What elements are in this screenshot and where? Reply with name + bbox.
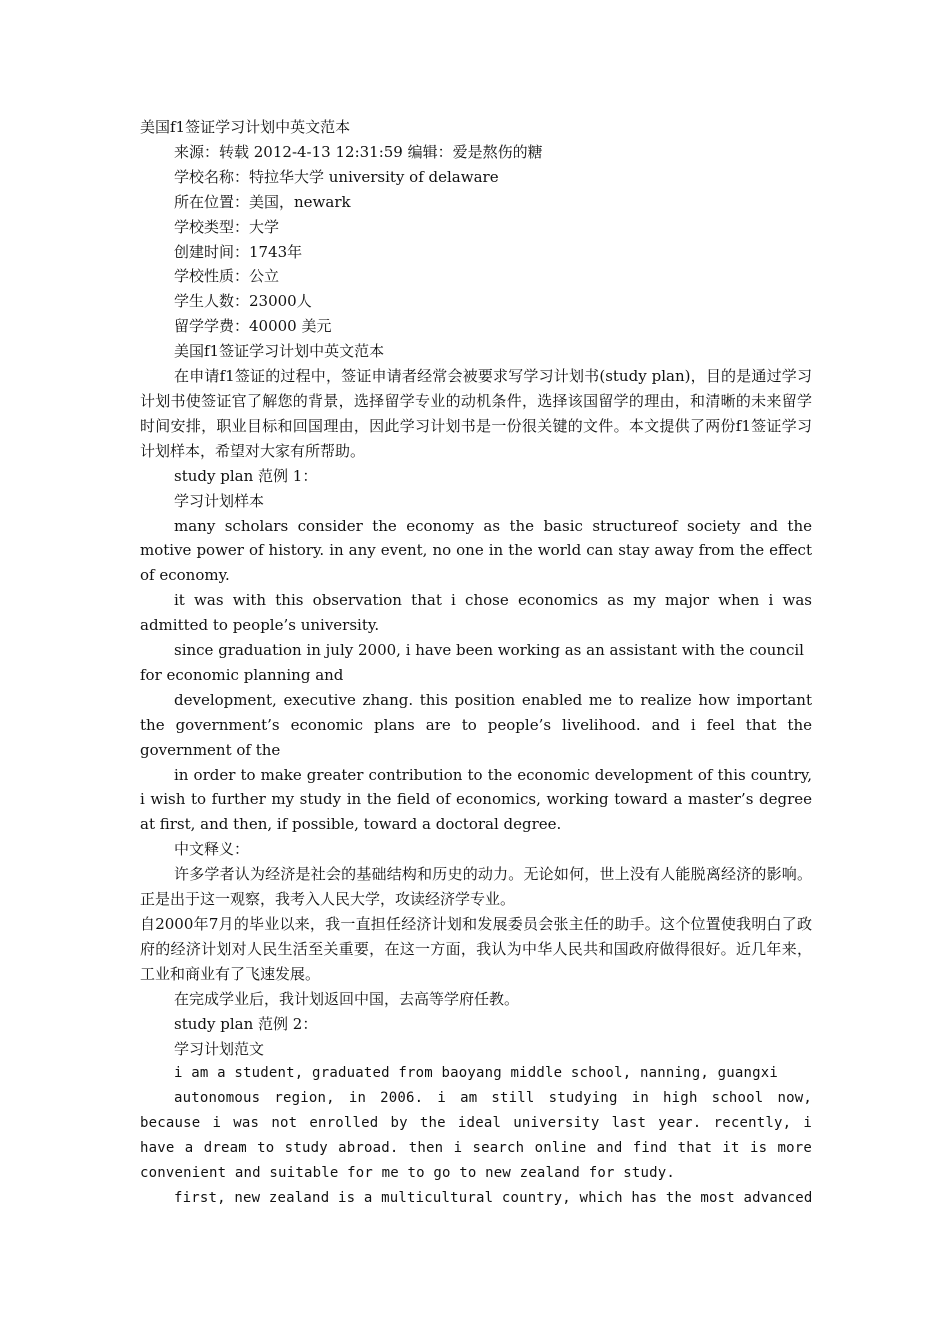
example1-paragraph: many scholars consider the economy as the basic structureof society and the motive power of history. in any event, no one in the world can stay away from the effect of economy. [140,516,812,585]
example2-paragraph: first, new zealand is a multicultural country, which has the most advanced [174,1189,813,1206]
chinese-paragraph: 自2000年7月的毕业以来，我一直担任经济计划和发展委员会张主任的助手。这个位置使我明白了政府的经济计划对人民生活至关重要，在这一方面，我认为中华人民共和国政府做得很好。近几年来，工业和商业有了飞速发展。 [140,915,812,983]
example1-paragraph: in order to make greater contribution to the economic development of this country, i wish to further my study in the field of economics, working toward a master’s degree at first, and then, if possible, toward a doctoral degree. [140,765,812,834]
example2-paragraph: autonomous region, in 2006. i am still studying in high school now, because i was not enrolled by the ideal university last year. recently, i have a dream to study abroad. then i search online and find that it is more convenient and suitable for me to go to new zealand for study. [140,1090,812,1182]
example2-subheading: 学习计划范文 [174,1039,265,1058]
tuition: 留学学费：40000 美元 [174,317,332,336]
example1-heading: study plan 范例 1： [174,466,318,485]
school-name: 学校名称：特拉华大学 university of delaware [174,167,499,186]
chinese-translation-heading: 中文释义： [174,840,250,859]
example2-paragraph: i am a student, graduated from baoyang middle school, nanning, guangxi [174,1065,779,1082]
source-meta: 来源：转载 2012-4-13 12:31:59 编辑：爱是熬伤的糖 [174,142,543,161]
school-founded: 创建时间：1743年 [174,242,303,261]
school-nature: 学校性质：公立 [174,267,280,286]
example1-subheading: 学习计划样本 [174,491,265,510]
example2-heading: study plan 范例 2： [174,1014,318,1033]
example1-paragraph: development, executive zhang. this position enabled me to realize how important the government’s economic plans are to people’s livelihood. and i feel that the government of the [140,690,812,759]
chinese-paragraph: 在完成学业后，我计划返回中国，去高等学府任教。 [174,989,520,1008]
chinese-paragraph: 许多学者认为经济是社会的基础结构和历史的动力。无论如何，世上没有人能脱离经济的影响。正是出于这一观察，我考入人民大学，攻读经济学专业。 [140,865,812,909]
student-count: 学生人数：23000人 [174,292,312,311]
school-type: 学校类型：大学 [174,217,280,236]
example1-paragraph: since graduation in july 2000, i have been working as an assistant with the council [174,641,804,660]
school-location: 所在位置：美国，newark [174,192,351,211]
example1-paragraph: it was with this observation that i chose economics as my major when i was admitted to people’s university. [140,591,812,635]
section-title: 美国f1签证学习计划中英文范本 [174,342,385,361]
document-title: 美国f1签证学习计划中英文范本 [140,118,351,136]
document-body [140,115,812,1211]
example1-paragraph: for economic planning and [140,665,344,684]
intro-paragraph: 在申请f1签证的过程中，签证申请者经常会被要求写学习计划书(study plan)，目的是通过学习计划书使签证官了解您的背景，选择留学专业的动机条件，选择该国留学的理由，和清晰的未来留学时间安排，职业目标和回国理由，因此学习计划书是一份很关键的文件。本文提供了两份f1签证学习计划样本，希望对大家有所帮助。 [140,367,812,460]
